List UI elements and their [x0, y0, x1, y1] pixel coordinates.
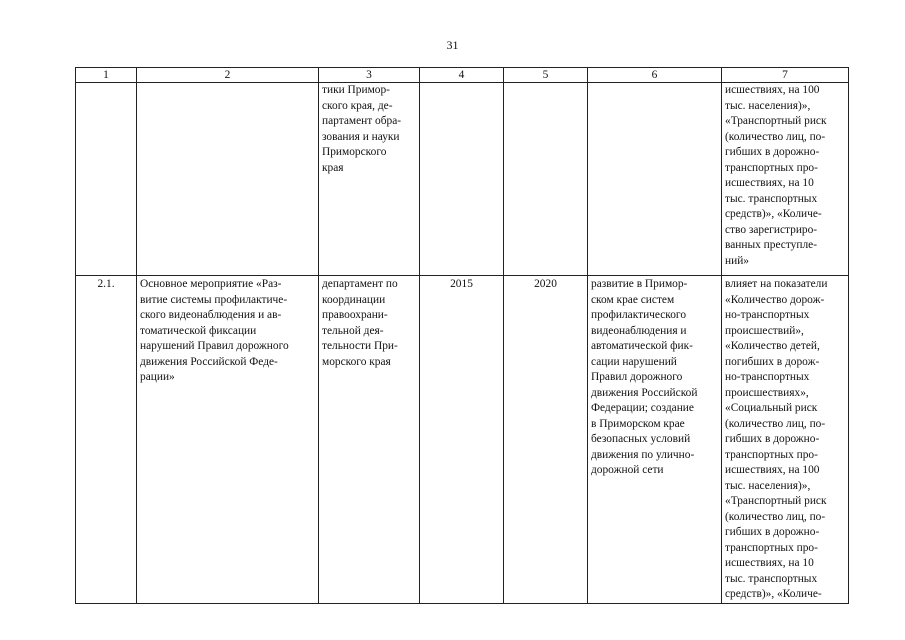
cell-start-year — [420, 276, 504, 604]
text-line: тики Примор- — [322, 84, 390, 96]
text-line: дорожной сети — [591, 464, 664, 476]
table-row — [76, 83, 849, 276]
text-line: транспортных про- — [725, 541, 818, 554]
cell-end-year — [504, 276, 588, 604]
text-line: гибших в дорожно- — [725, 526, 820, 538]
text-line: рации» — [140, 371, 175, 383]
text-line: гибших в дорожно- — [725, 146, 820, 158]
text-line: движения Российской Феде- — [140, 355, 278, 368]
text-line: 2020 — [534, 278, 557, 290]
text-line: видеонаблюдения и — [591, 324, 687, 337]
text-line: тыс. транспортных — [725, 572, 818, 585]
text-line: тыс. населения)», — [725, 99, 811, 112]
text-line: «Количество детей, — [725, 340, 820, 352]
text-line: зования и науки — [322, 130, 400, 143]
text-line: ском крае систем — [591, 293, 675, 306]
text-line: исшествиях, на 10 — [725, 177, 814, 189]
column-number-2: 2 — [137, 68, 319, 83]
text-line: томатической фиксации — [140, 324, 257, 337]
text-line: средств)», «Количе- — [725, 588, 822, 600]
column-number-5: 5 — [504, 68, 588, 83]
text-line: но-транспортных — [725, 309, 810, 321]
text-line: 2.1. — [97, 278, 115, 290]
text-line: Федерации; создание — [591, 402, 694, 414]
cell-number — [76, 276, 137, 604]
text-line: ванных преступле- — [725, 239, 818, 251]
text-line: «Транспортный риск — [725, 495, 827, 507]
cell-measure-name — [137, 276, 319, 604]
text-line: транспортных про- — [725, 448, 818, 461]
text-line: ство зарегистриро- — [725, 223, 818, 236]
text-line: происшествий», — [725, 324, 804, 337]
text-line: средств)», «Количе- — [725, 208, 822, 220]
table-row — [76, 276, 849, 604]
text-line: 2015 — [450, 278, 473, 290]
text-line: гибших в дорожно- — [725, 433, 820, 445]
text-line: (количество лиц, по- — [725, 130, 826, 143]
text-line: нарушений Правил дорожного — [140, 340, 289, 352]
cell-measure-name — [137, 83, 319, 276]
text-line: тельной дея- — [322, 324, 384, 337]
text-line: развитие в Примор- — [591, 278, 688, 290]
text-line: департамент по — [322, 278, 398, 290]
program-measures-table — [75, 67, 849, 604]
text-line: края — [322, 161, 344, 174]
cell-executor — [319, 83, 420, 276]
text-line: «Социальный риск — [725, 402, 818, 414]
column-number-4: 4 — [420, 68, 504, 83]
text-line: ского края, де- — [322, 99, 393, 112]
text-line: Правил дорожного — [591, 371, 683, 383]
text-line: витие системы профилактиче- — [140, 293, 288, 306]
cell-number — [76, 83, 137, 276]
text-line: движения по улично- — [591, 448, 695, 461]
text-line: тельности При- — [322, 340, 398, 352]
text-line: сации нарушений — [591, 355, 677, 368]
text-line: Основное мероприятие «Раз- — [140, 278, 282, 290]
text-line: исшествиях, на 100 — [725, 464, 820, 476]
text-line: ний» — [725, 254, 749, 267]
column-number-3: 3 — [319, 68, 420, 83]
cell-end-year — [504, 83, 588, 276]
column-number-6: 6 — [588, 68, 722, 83]
text-line: профилактического — [591, 309, 687, 321]
text-line: влияет на показатели — [725, 278, 828, 290]
text-line: безопасных условий — [591, 433, 691, 445]
text-line: морского края — [322, 355, 391, 368]
text-line: координации — [322, 293, 386, 306]
text-line: исшествиях, на 100 — [725, 84, 820, 96]
column-number-header-row — [76, 68, 849, 83]
cell-indicator-link — [722, 276, 849, 604]
text-line: партамент обра- — [322, 115, 402, 127]
text-line: Приморского — [322, 146, 387, 158]
text-line: автоматической фик- — [591, 340, 693, 352]
text-line: но-транспортных — [725, 371, 810, 383]
text-line: правоохрани- — [322, 309, 388, 321]
text-line: транспортных про- — [725, 161, 818, 174]
text-line: «Количество дорож- — [725, 293, 825, 306]
text-line: происшествиях», — [725, 386, 809, 399]
column-number-7: 7 — [722, 68, 849, 83]
text-line: погибших в дорож- — [725, 355, 820, 368]
cell-start-year — [420, 83, 504, 276]
text-line: тыс. транспортных — [725, 192, 818, 205]
column-number-1: 1 — [76, 68, 137, 83]
cell-expected-result — [588, 276, 722, 604]
text-line: (количество лиц, по- — [725, 510, 826, 523]
text-line: исшествиях, на 10 — [725, 557, 814, 569]
cell-executor — [319, 276, 420, 604]
text-line: (количество лиц, по- — [725, 417, 826, 430]
text-line: движения Российской — [591, 386, 698, 399]
text-line: «Транспортный риск — [725, 115, 827, 127]
text-line: ского видеонаблюдения и ав- — [140, 309, 282, 321]
cell-indicator-link — [722, 83, 849, 276]
text-line: в Приморском крае — [591, 417, 685, 430]
text-line: тыс. населения)», — [725, 479, 811, 492]
cell-expected-result — [588, 83, 722, 276]
page-number: 31 — [446, 38, 459, 52]
